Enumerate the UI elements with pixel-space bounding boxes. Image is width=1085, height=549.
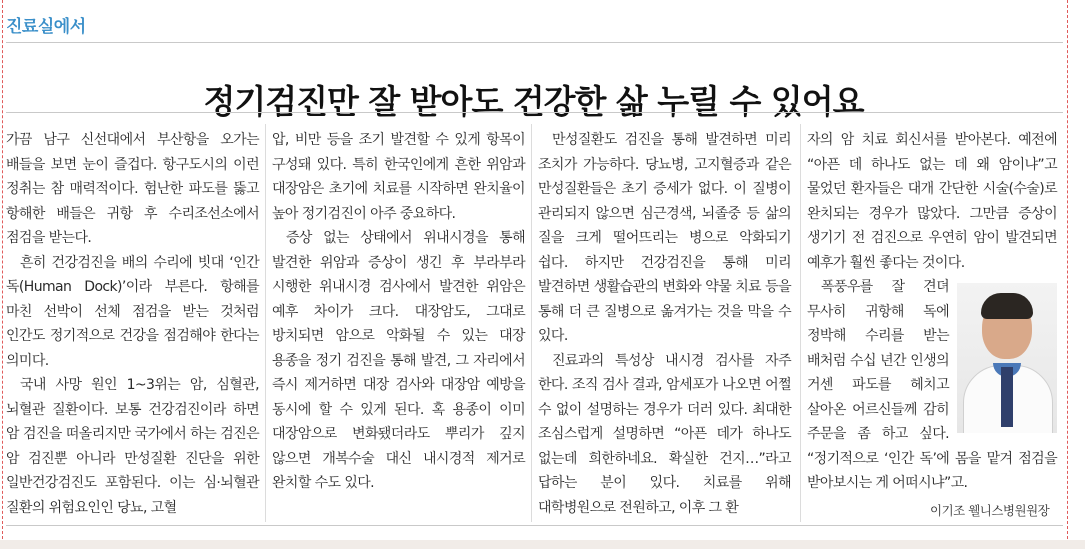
paragraph: 자의 암 치료 회신서를 받아본다. 예전에 “아픈 데 하나도 없는 데 왜 암이냐”고 물었던 환자들은 대개 간단한 시술(수술)로 완치되는 경우가 많았다. 그만큼 증상이 생기기 전 검진으로 우연히 암이 발견되면 예후가 훨씬 좋다는 것이다. [807, 132, 1057, 271]
column-divider [800, 124, 801, 522]
paragraph: 폭풍우를 잘 견뎌 무사히 귀항해 독에 정박해 수리를 받는 배처럼 수십 년간 인생의 거센 파도를 헤치고 살아온 어르신들께 감히 주문을 좀 하고 싶다. “정기적으로 ‘인간 독’에 몸을 맡겨 점검을 받아보시는 게 어떠시냐”고. [807, 279, 1057, 491]
column-divider [265, 124, 266, 522]
article-column-1 [6, 128, 259, 520]
headline-rule [6, 112, 1063, 113]
bottom-rule [6, 525, 1063, 526]
page-guide-right [1067, 0, 1068, 549]
photo-caption: 이기조 웰니스병원원장 [930, 503, 1050, 518]
top-rule [6, 42, 1063, 43]
article-column-4 [807, 128, 1057, 496]
article-column-2 [272, 128, 525, 496]
article-headline: 정기검진만 잘 받아도 건강한 삶 누릴 수 있어요 [203, 82, 864, 122]
paragraph: 만성질환도 검진을 통해 발견하면 미리 조치가 가능하다. 당뇨병, 고지혈증과 같은 만성질환들은 초기 증세가 없다. 이 질병이 관리되지 않으면 심근경색, 뇌졸중 등 삶의 질을 크게 떨어뜨리는 병으로 악화되기 쉽다. 하지만 건강검진을 통해 미리 발견하면 생활습관의 변화와 약물 치료 등을 통해 더 큰 질병으로 옮겨가는 것을 막을 수 있다. [538, 132, 791, 344]
paragraph: 가끔 남구 신선대에서 부산항을 오가는 배들을 보면 눈이 즐겁다. 항구도시의 이런 정취는 참 매력적이다. 험난한 파도를 뚫고 항해한 배들은 귀항 후 수리조선소에서 점검을 받는다. [6, 132, 259, 246]
article-column-3 [538, 128, 791, 520]
author-photo [957, 283, 1057, 433]
paragraph: 진료과의 특성상 내시경 검사를 자주 한다. 조직 검사 결과, 암세포가 나오면 어쩔 수 없이 설명하는 경우가 더러 있다. 최대한 조심스럽게 설명하면 “아픈 데가 하나도 없는데 희한하네요. 확실한 건지…”라고 답하는 분이 있다. 치료를 위해 대학병원으로 전원하고, 이후 그 환 [538, 352, 791, 516]
paragraph: 국내 사망 원인 1~3위는 암, 심혈관, 뇌혈관 질환이다. 보통 건강검진이라 하면 암 검진을 떠올리지만 국가에서 하는 검진은 암 검진뿐 아니라 만성질환 진단을 위한 일반건강검진도 포함된다. 이는 심·뇌혈관 질환의 위험요인인 당뇨, 고혈 [6, 377, 259, 516]
paragraph: 증상 없는 상태에서 위내시경을 통해 발견한 위암과 증상이 생긴 후 부라부라 시행한 위내시경 검사에서 발견한 위암은 예후 차이가 크다. 대장암도, 그대로 방치되면 암으로 악화될 수 있는 대장 용종을 정기 검진을 통해 발견, 그 자리에서 즉시 제거하면 대장 검사와 대장암 예방을 동시에 할 수 있게 된다. 혹 용종이 이미 대장암으로 변화됐더라도 뿌리가 깊지 않으면 개복수술 대신 내시경적 제거로 완치할 수도 있다. [272, 230, 525, 491]
column-divider [531, 124, 532, 522]
section-label: 진료실에서 [6, 17, 86, 37]
paragraph: 압, 비만 등을 조기 발견할 수 있게 항목이 구성돼 있다. 특히 한국인에게 흔한 위암과 대장암은 초기에 치료를 시작하면 완치율이 높아 정기검진이 아주 중요하다. [272, 132, 525, 222]
bottom-strip [0, 540, 1085, 549]
paragraph: 흔히 건강검진을 배의 수리에 빗대 ‘인간 독(Human Dock)’이라 부른다. 항해를 마친 선박이 선체 점검을 받는 것처럼 인간도 정기적으로 건강을 점검해야 한다는 의미다. [6, 254, 259, 369]
